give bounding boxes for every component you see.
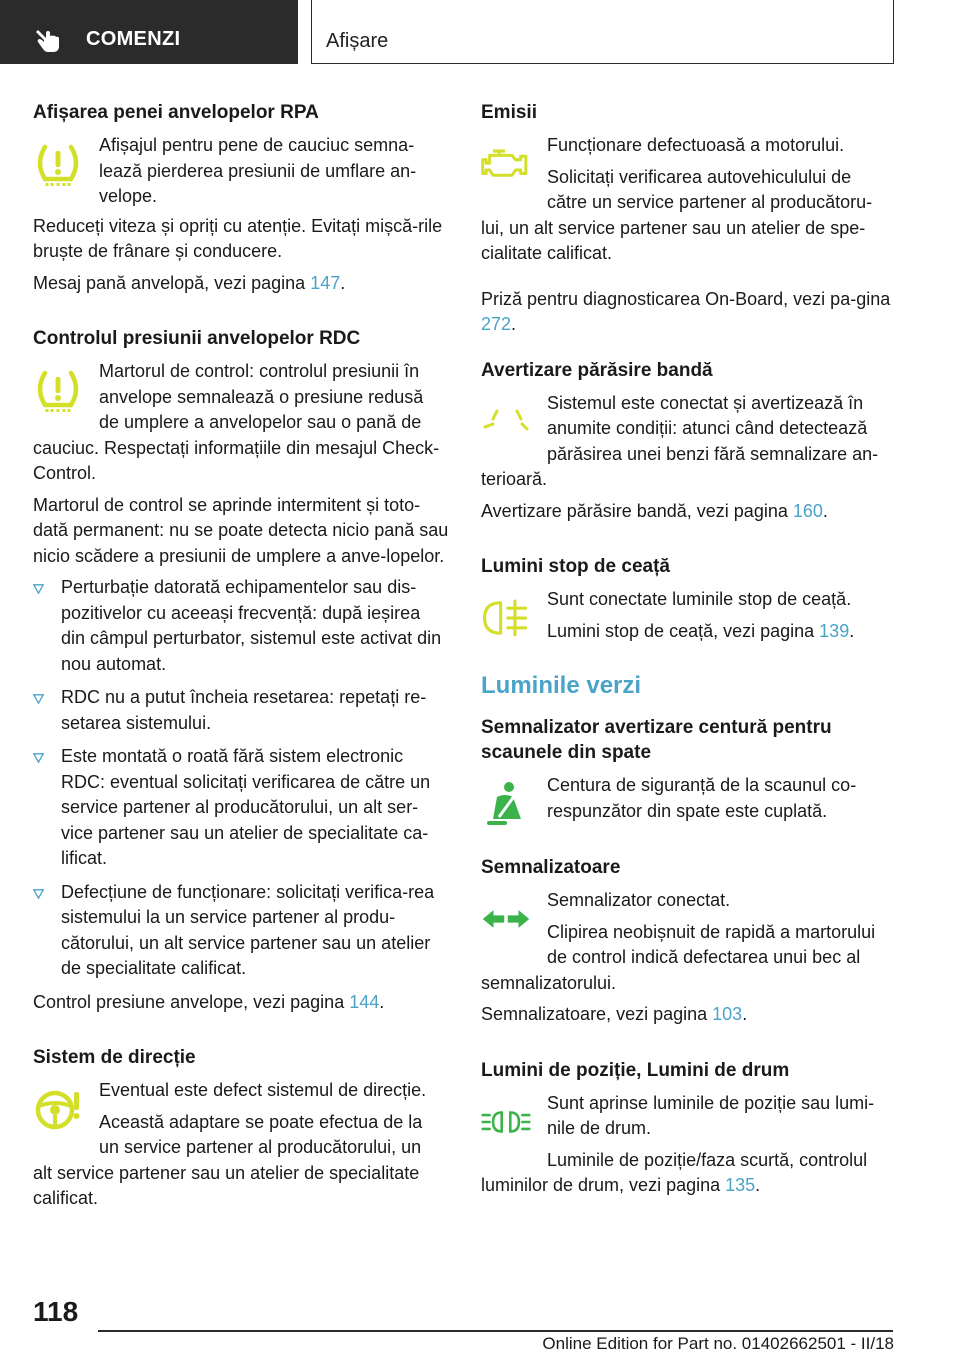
rpa-heading: Afișarea penei anvelopelor RPA [33, 102, 319, 123]
page-link-272[interactable]: 272 [481, 314, 512, 334]
fog-block [481, 587, 895, 657]
lane-departure-icon [481, 397, 531, 447]
pointing-hand-icon [34, 24, 64, 54]
turn-signal-arrows-icon [481, 894, 531, 944]
triangle-bullet-icon [33, 753, 44, 763]
steering-heading: Sistem de direcție [33, 1047, 196, 1068]
steering-continuation: alt service partener sau un atelier de specialitate calificat. [33, 1162, 420, 1208]
steering-block [33, 1078, 449, 1161]
rdc-bullet-list [33, 575, 449, 982]
rear-fog-light-icon [481, 593, 531, 643]
edition-note: Online Edition for Part no. 01402662501 - II/18 [542, 1334, 894, 1353]
turn-signal-heading: Semnalizatoare [481, 857, 621, 878]
rdc-paragraph: Martorul de control se aprinde intermitent și toto-dată permanent: nu se poate detecta nicio pană sau nicio scădere a presiunii de umplere a anve-lopelor. [33, 494, 449, 566]
chapter-tab[interactable] [0, 0, 298, 64]
lane-text: Sistemul este conectat și avertizează în anumite condiții: atunci când detectează părăsirea unei benzi fără semnalizare an- [547, 392, 879, 464]
green-lights-heading: Luminile verzi [481, 672, 642, 699]
parking-lights-icon [481, 1097, 531, 1147]
footer-divider [98, 1330, 893, 1332]
page-link-139[interactable]: 139 [819, 620, 850, 641]
page-header [0, 0, 960, 66]
position-lights-reference: luminilor de drum, vezi pagina 135. [481, 1175, 761, 1195]
belt-text: Centura de siguranță de la scaunul co- respunzător din spate este cuplată. [547, 775, 857, 821]
page-link-144[interactable]: 144 [349, 991, 380, 1012]
lane-block [481, 391, 895, 468]
rpa-reference: Mesaj pană anvelopă, vezi pagina 147. [33, 272, 346, 293]
turn-signal-reference: Semnalizatoare, vezi pagina 103. [481, 1004, 748, 1024]
list-item: Defecțiune de funcționare: solicitați verifica-rea sistemului la un service partener al produ-cătorului, un alt service partener sau un atelier de specialitate calificat. [33, 880, 449, 982]
rdc-heading: Controlul presiunii anvelopelor RDC [33, 328, 361, 349]
position-lights-block [481, 1091, 895, 1174]
chapter-label: COMENZI [86, 28, 181, 50]
lane-heading: Avertizare părăsire bandă [481, 359, 713, 381]
rdc-block [33, 359, 449, 436]
lane-reference: Avertizare părăsire bandă, vezi pagina 160. [481, 500, 828, 521]
fog-reference: Lumini stop de ceață, vezi pagina 139. [547, 620, 855, 641]
steering-warning-icon [33, 1084, 83, 1134]
turn-signal-line-2: Clipirea neobișnuit de rapidă a martorului de control indică defectarea unui bec al [547, 921, 876, 967]
tire-pressure-control-icon [33, 365, 83, 415]
list-item: Este montată o roată fără sistem electronic RDC: eventual solicitați verificarea de către un service partener al producătorului, un alt ser-vice partener sau un atelier de specialitate ca-lificat. [33, 744, 449, 872]
section-label: Afișare [326, 30, 389, 52]
triangle-bullet-icon [33, 584, 44, 594]
page-link-160[interactable]: 160 [792, 500, 823, 521]
rpa-paragraph: Reduceți viteza și opriți cu atenție. Evitați mișcă-rile bruște de frânare și conducere. [33, 215, 443, 261]
page-link-103[interactable]: 103 [712, 1004, 743, 1024]
page-link-135[interactable]: 135 [725, 1175, 756, 1195]
triangle-bullet-icon [33, 694, 44, 704]
lane-continuation: terioară. [481, 469, 548, 489]
fog-line-1: Sunt conectate luminile stop de ceață. [547, 589, 852, 609]
engine-icon [481, 139, 531, 189]
page-link-147[interactable]: 147 [310, 272, 341, 293]
emissions-line-1: Funcționare defectuoasă a motorului. [547, 135, 845, 155]
position-lights-text: Sunt aprinse luminile de poziție sau lumi- nile de drum. [547, 1092, 875, 1138]
rpa-text: Afișajul pentru pene de cauciuc semna- lează pierderea presiunii de umflare an- velope. [99, 135, 417, 206]
rdc-reference: Control presiune anvelope, vezi pagina 144. [33, 991, 385, 1012]
emissions-line-2: Solicitați verificarea autovehiculului de către un service partener al producătoru- [547, 166, 873, 212]
turn-signal-line-1: Semnalizator conectat. [547, 890, 731, 910]
list-item: RDC nu a putut încheia resetarea: repetați re-setarea sistemului. [33, 685, 449, 736]
steering-line-2: Această adaptare se poate efectua de la un service partener al producătorului, un [99, 1111, 423, 1157]
rdc-continuation: cauciuc. Respectați informațiile din mesajul Check-Control. [33, 437, 440, 483]
page-number: 118 [33, 1296, 79, 1327]
fog-heading: Lumini stop de ceață [481, 556, 670, 577]
turn-signal-block [481, 888, 895, 971]
turn-signal-continuation: semnalizatorului. [481, 972, 617, 993]
tire-pressure-warning-icon [33, 139, 83, 189]
rdc-text: Martorul de control: controlul presiunii în anvelope semnalează o presiune redusă de umplere a anvelopelor sau o pană de [99, 361, 424, 432]
right-column [481, 100, 895, 1205]
emissions-reference: Priză pentru diagnosticarea On-Board, vezi pa-gina 272. [481, 288, 891, 334]
steering-line-1: Eventual este defect sistemul de direcție. [99, 1080, 427, 1100]
emissions-heading: Emisii [481, 102, 537, 123]
list-item: Perturbație datorată echipamentelor sau dis-pozitivelor cu aceeași frecvență: după ieșirea din câmpul perturbator, sistemul este activat din nou automat. [33, 575, 449, 677]
triangle-bullet-icon [33, 889, 44, 899]
section-tab[interactable] [311, 0, 894, 64]
belt-heading: Semnalizator avertizare centură pentru scaunele din spate [481, 717, 832, 763]
position-lights-heading: Lumini de poziție, Lumini de drum [481, 1059, 790, 1081]
belt-block [481, 773, 895, 845]
emissions-block [481, 133, 895, 216]
position-lights-line-2: Luminile de poziție/faza scurtă, controlul [547, 1149, 868, 1170]
left-column [33, 100, 449, 1218]
emissions-continuation: lui, un alt service partener sau un atelier de spe-cialitate calificat. [481, 217, 866, 263]
rpa-block [33, 133, 449, 210]
seatbelt-icon [481, 779, 531, 829]
